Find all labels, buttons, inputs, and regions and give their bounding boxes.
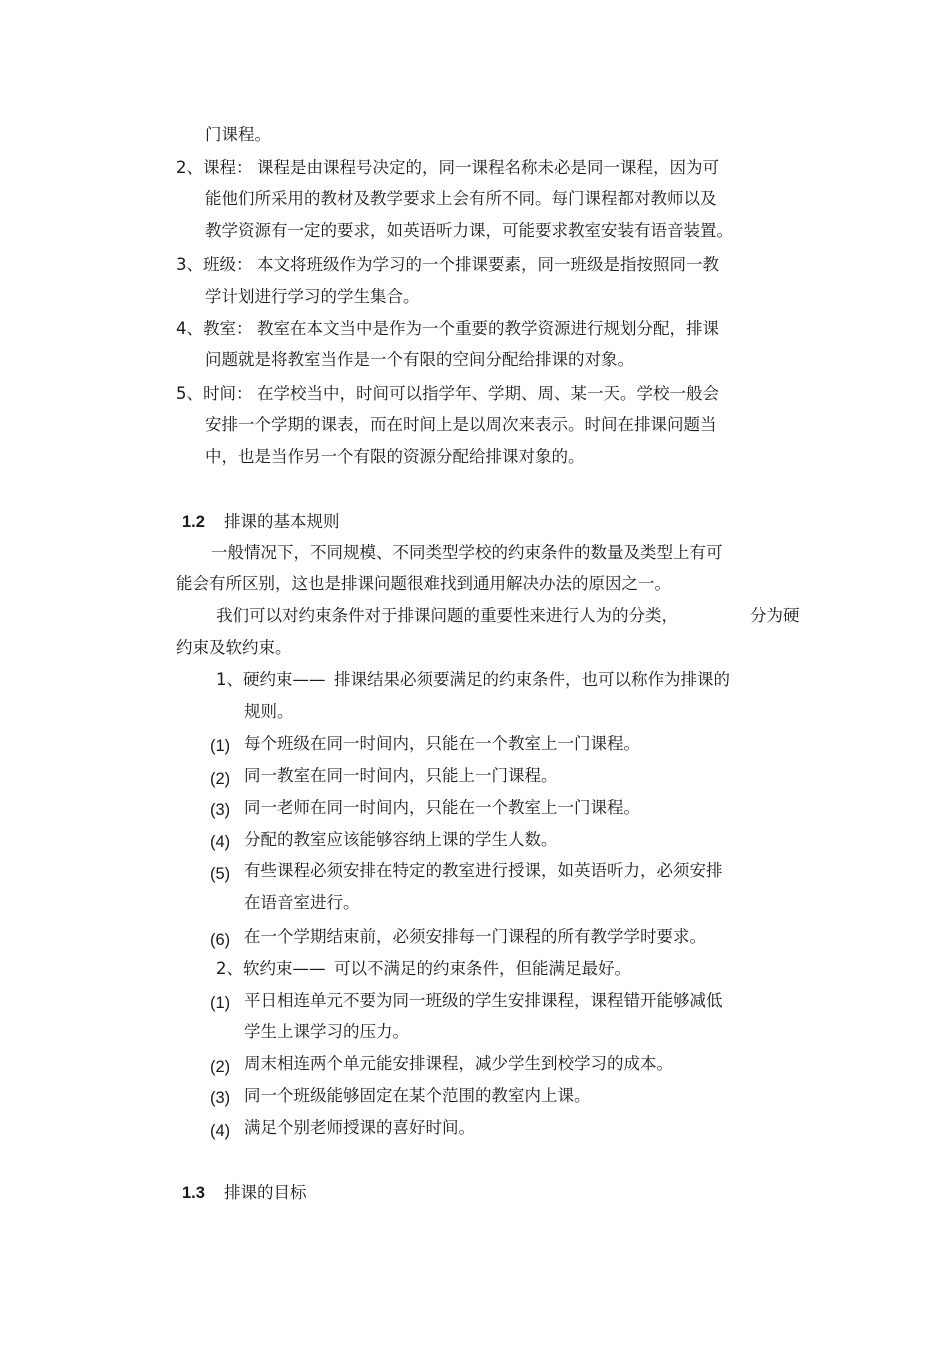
item-text: 本文将班级作为学习的一个排课要素，同一班级是指按照同一教 — [257, 255, 719, 274]
rule-text: 在一个学期结束前，必须安排每一门课程的所有教学学时要求。 — [244, 927, 706, 946]
rule-text: 同一教室在同一时间内，只能上一门课程。 — [244, 766, 558, 785]
paragraph-line: 约束及软约束。 — [176, 638, 292, 657]
item-text: 在学校当中，时间可以指学年、学期、周、某一天。学校一般会 — [257, 384, 719, 403]
rule-text: 学生上课学习的压力。 — [244, 1022, 409, 1041]
soft-constraints-text: 可以不满足的约束条件，但能满足最好。 — [334, 959, 631, 978]
item-text: 安排一个学期的课表，而在时间上是以周次来表示。时间在排课问题当 — [205, 415, 717, 434]
paragraph-line: 能会有所区别，这也是排课问题很难找到通用解决办法的原因之一。 — [176, 574, 671, 593]
item-text: 教室在本文当中是作为一个重要的教学资源进行规划分配，排课 — [257, 319, 719, 338]
item-label: 5、时间： — [176, 384, 253, 403]
item-1-tail: 门课程。 — [205, 125, 271, 144]
section-title: 排课的目标 — [224, 1183, 307, 1202]
rule-number: (2) — [210, 1058, 231, 1076]
item-text: 课程是由课程号决定的，同一课程名称未必是同一课程，因为可 — [257, 158, 719, 177]
rule-number: (6) — [210, 931, 231, 949]
paragraph-line: 我们可以对约束条件对于排课问题的重要性来进行人为的分类， — [216, 606, 678, 625]
item-text: 学计划进行学习的学生集合。 — [205, 287, 420, 306]
soft-constraints-label: 2、软约束—— — [216, 959, 326, 978]
rule-number: (2) — [210, 770, 231, 788]
rule-number: (3) — [210, 801, 231, 819]
item-text: 中，也是当作另一个有限的资源分配给排课对象的。 — [205, 447, 585, 466]
rule-number: (4) — [210, 1122, 231, 1140]
rule-text: 分配的教室应该能够容纳上课的学生人数。 — [244, 830, 558, 849]
section-title: 排课的基本规则 — [224, 512, 340, 531]
rule-text: 在语音室进行。 — [244, 893, 360, 912]
item-text: 能他们所采用的教材及教学要求上会有所不同。每门课程都对教师以及 — [205, 189, 717, 208]
rule-text: 每个班级在同一时间内，只能在一个教室上一门课程。 — [244, 734, 640, 753]
hard-constraints-label: 1、硬约束—— — [216, 670, 326, 689]
item-label: 2、课程： — [176, 158, 253, 177]
rule-text: 同一老师在同一时间内，只能在一个教室上一门课程。 — [244, 798, 640, 817]
rule-text: 平日相连单元不要为同一班级的学生安排课程，课程错开能够减低 — [244, 991, 723, 1010]
item-label: 4、教室： — [176, 319, 253, 338]
hard-constraints-text: 排课结果必须要满足的约束条件，也可以称作为排课的 — [334, 670, 730, 689]
rule-text: 满足个别老师授课的喜好时间。 — [244, 1118, 475, 1137]
item-text: 问题就是将教室当作是一个有限的空间分配给排课的对象。 — [205, 350, 634, 369]
rule-number: (1) — [210, 737, 231, 755]
rule-text: 同一个班级能够固定在某个范围的教室内上课。 — [244, 1086, 591, 1105]
section-number: 1.3 — [182, 1184, 205, 1202]
item-label: 3、班级： — [176, 255, 253, 274]
rule-number: (1) — [210, 994, 231, 1012]
rule-text: 有些课程必须安排在特定的教室进行授课，如英语听力，必须安排 — [244, 861, 723, 880]
rule-text: 周末相连两个单元能安排课程，减少学生到校学习的成本。 — [244, 1054, 673, 1073]
item-text: 教学资源有一定的要求，如英语听力课，可能要求教室安装有语音装置。 — [205, 221, 733, 240]
hard-constraints-text: 规则。 — [244, 702, 294, 721]
section-number: 1.2 — [182, 513, 205, 531]
paragraph-line: 分为硬 — [750, 606, 800, 625]
paragraph-line: 一般情况下，不同规模、不同类型学校的约束条件的数量及类型上有可 — [211, 543, 723, 562]
rule-number: (4) — [210, 833, 231, 851]
rule-number: (3) — [210, 1089, 231, 1107]
rule-number: (5) — [210, 865, 231, 883]
